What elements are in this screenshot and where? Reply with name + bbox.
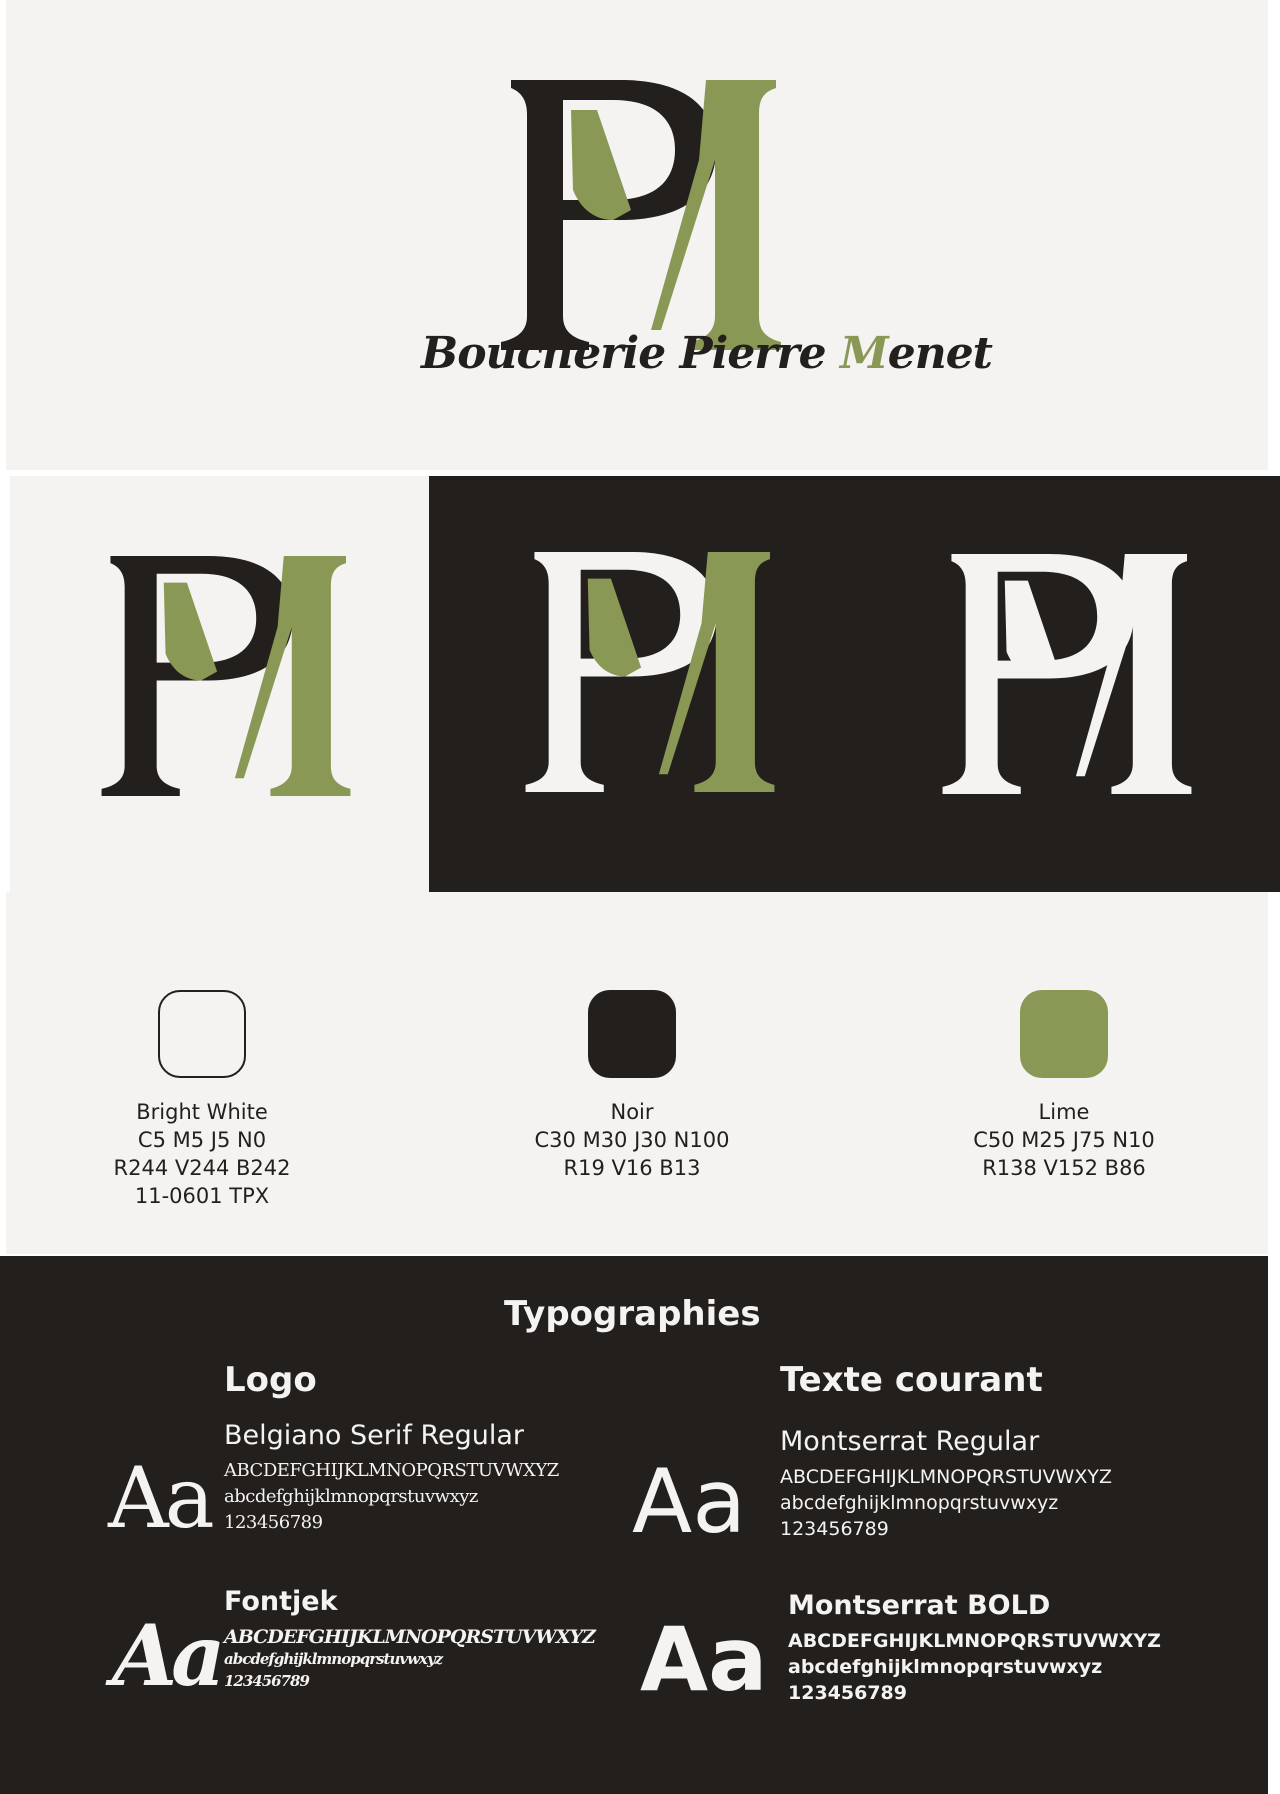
montserrat-bold-name: Montserrat BOLD [788,1590,1051,1621]
body-fonts-heading: Texte courant [780,1360,1043,1400]
fontjek-sample: Aa [112,1606,220,1705]
logo-fonts-heading: Logo [224,1360,317,1400]
pm-monogram-dark-white [932,554,1202,794]
montserrat-bold-sample: Aa [640,1608,768,1711]
logo-variant-dark-white [846,476,1280,892]
pm-monogram-light [86,556,366,796]
swatch-bright-white [158,990,246,1078]
swatch-lime-label: Lime C50 M25 J75 N10 R138 V152 B86 [973,1100,1155,1180]
fontjek-name: Fontjek [224,1586,338,1617]
montserrat-regular-name: Montserrat Regular [780,1426,1040,1457]
belgiano-sample: Aa [108,1449,211,1547]
logo-variant-dark-color [429,476,847,892]
typography-title: Typographies [504,1294,761,1334]
montserrat-regular-specimen: ABCDEFGHIJKLMNOPQRSTUVWXYZ abcdefghijklmnopqrstuvwxyz 123456789 [780,1466,1112,1540]
swatch-noir-label: Noir C30 M30 J30 N100 R19 V16 B13 [534,1100,730,1180]
swatch-noir [588,990,676,1078]
fontjek-specimen: ABCDEFGHIJKLMNOPQRSTUVWXYZ abcdefghijklmnopqrstuvwxyz 123456789 [224,1626,595,1690]
belgiano-specimen: ABCDEFGHIJKLMNOPQRSTUVWXYZ abcdefghijklmnopqrstuvwxyz 123456789 [224,1460,559,1533]
wordmark: Boucherie Pierre Menet [421,328,993,379]
belgiano-name: Belgiano Serif Regular [224,1420,525,1451]
montserrat-bold-specimen: ABCDEFGHIJKLMNOPQRSTUVWXYZ abcdefghijklmnopqrstuvwxyz 123456789 [788,1630,1161,1704]
pm-monogram-logo [501,80,781,350]
typography-section [0,1256,1268,1794]
swatch-bright-white-label: Bright White C5 M5 J5 N0 R244 V244 B242 11-0601 TPX [113,1100,291,1208]
swatch-lime [1020,990,1108,1078]
pm-monogram-dark-color [515,552,785,792]
color-palette [6,892,1268,1254]
logo-variant-light [10,476,430,892]
montserrat-regular-sample: Aa [632,1450,747,1553]
main-logo-panel [6,0,1268,470]
